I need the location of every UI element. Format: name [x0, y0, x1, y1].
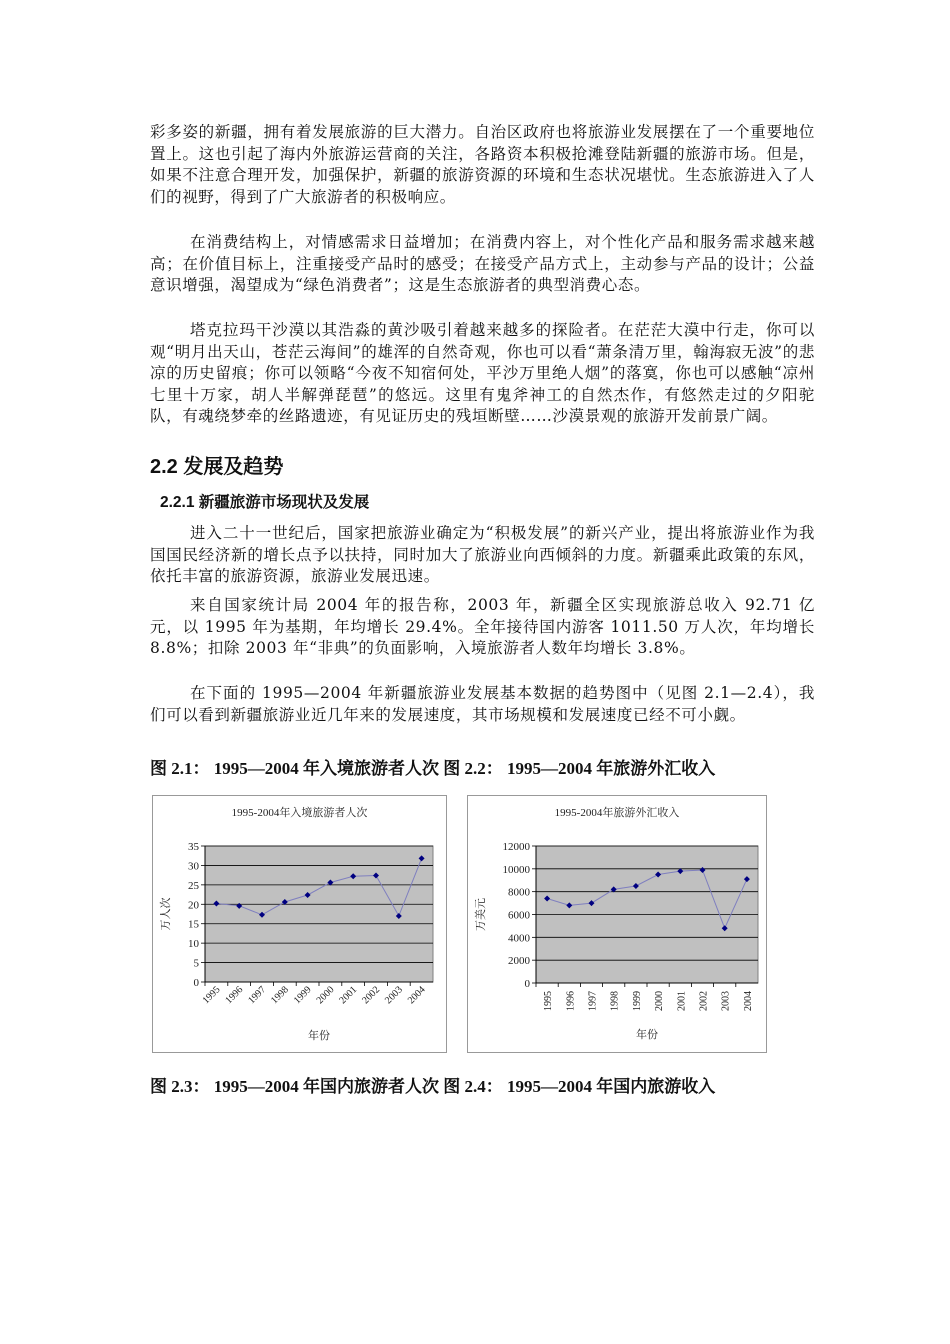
chart-forex-income [468, 796, 766, 1052]
x-tick-label: 1996 [565, 991, 577, 1011]
paragraph-4: 进入二十一世纪后，国家把旅游业确定为“积极发展”的新兴产业，提出将旅游业作为我国国民经济新的增长点予以扶持，同时加大了旅游业向西倾斜的力度。新疆乘此政策的东风，依托丰富的旅游资源，旅游业发展迅速。 [150, 524, 815, 585]
chart-frame-1 [152, 795, 447, 1053]
x-tick-label: 1997 [246, 984, 269, 1007]
x-tick-label: 2004 [405, 984, 428, 1007]
y-tick-label: 6000 [508, 909, 530, 922]
section-heading: 2.2 发展及趋势 [150, 456, 284, 478]
paragraph-3: 塔克拉玛干沙漠以其浩淼的黄沙吸引着越来越多的探险者。在茫茫大漠中行走，你可以观“明月出天山，苍茫云海间”的雄浑的自然奇观，你也可以看“萧条清万里，翰海寂无波”的悲凉的历史留痕；你可以领略“今夜不知宿何处，平沙万里绝人烟”的落寞，你也可以感触“凉州七里十万家，胡人半解弹琵琶”的悠远。这里有鬼斧神工的自然杰作，有悠然走过的夕阳驼队，有魂绕梦牵的丝路遗迹，有见证历史的残垣断壁……沙漠景观的旅游开发前景广阔。 [150, 321, 815, 425]
x-tick-label: 1997 [587, 991, 599, 1011]
y-tick-label: 35 [188, 841, 199, 853]
y-tick-label: 15 [188, 918, 199, 931]
y-tick-label: 30 [188, 860, 199, 873]
x-tick-label: 2001 [337, 984, 360, 1007]
y-tick-label: 20 [188, 899, 199, 912]
x-tick-label: 2002 [698, 991, 710, 1011]
x-tick-label: 1995 [543, 991, 555, 1011]
figure-caption-2-3-2-4: 图 2.3： 1995—2004 年国内旅游者人次 图 2.4： 1995—2004 年国内旅游收入 [150, 1077, 716, 1096]
chart-inbound-tourists [153, 796, 446, 1052]
x-axis-label: 年份 [308, 1030, 330, 1042]
x-axis-label: 年份 [636, 1029, 658, 1041]
y-tick-label: 2000 [508, 955, 530, 968]
y-axis-label: 万美元 [475, 898, 487, 931]
x-tick-label: 2004 [742, 991, 754, 1011]
y-tick-label: 0 [193, 977, 199, 989]
y-tick-label: 8000 [508, 886, 530, 899]
figure-caption-2-1-2-2: 图 2.1： 1995—2004 年入境旅游者人次 图 2.2： 1995—2004 年旅游外汇收入 [150, 759, 716, 778]
x-tick-label: 1998 [269, 984, 291, 1007]
y-tick-label: 10 [188, 938, 199, 951]
x-tick-label: 2000 [654, 991, 666, 1011]
x-tick-label: 2003 [720, 991, 732, 1011]
x-tick-label: 1999 [631, 991, 643, 1011]
y-tick-label: 4000 [508, 932, 530, 945]
chart-title: 1995-2004年入境旅游者人次 [231, 807, 368, 819]
x-tick-label: 2000 [314, 984, 337, 1007]
x-tick-label: 2002 [360, 984, 383, 1007]
y-tick-label: 5 [193, 957, 199, 970]
x-tick-label: 1999 [291, 984, 314, 1007]
x-tick-label: 2003 [383, 984, 405, 1007]
y-tick-label: 25 [188, 879, 199, 892]
x-tick-label: 1998 [609, 991, 621, 1011]
paragraph-2: 在消费结构上，对情感需求日益增加；在消费内容上，对个性化产品和服务需求越来越高；在价值目标上，注重接受产品时的感受；在接受产品方式上，主动参与产品的设计；公益意识增强，渴望成为“绿色消费者”；这是生态旅游者的典型消费心态。 [150, 233, 815, 294]
chart-title: 1995-2004年旅游外汇收入 [554, 807, 680, 819]
paragraph-6: 在下面的 1995—2004 年新疆旅游业发展基本数据的趋势图中（见图 2.1—2.4），我们可以看到新疆旅游业近几年来的发展速度，其市场规模和发展速度已经不可小觑。 [150, 684, 815, 724]
x-tick-label: 2001 [676, 991, 688, 1011]
x-tick-label: 1996 [223, 984, 246, 1007]
x-tick-label: 1995 [200, 984, 223, 1007]
y-axis-label: 万人次 [160, 897, 172, 931]
y-tick-label: 12000 [502, 841, 530, 853]
subsection-heading: 2.2.1 新疆旅游市场现状及发展 [160, 494, 370, 511]
y-tick-label: 10000 [502, 863, 530, 876]
paragraph-5: 来自国家统计局 2004 年的报告称，2003 年，新疆全区实现旅游总收入 92.71 亿元，以 1995 年为基期，年均增长 29.4%。全年接待国内游客 1011.50 万人次，年均增长 8.8%；扣除 2003 年“非典”的负面影响，入境旅游者人数年均增长 3.8%。 [150, 596, 815, 657]
y-tick-label: 0 [524, 978, 530, 990]
paragraph-1: 彩多姿的新疆，拥有着发展旅游的巨大潜力。自治区政府也将旅游业发展摆在了一个重要地位置上。这也引起了海内外旅游运营商的关注，各路资本积极抢滩登陆新疆的旅游市场。但是，如果不注意合理开发，加强保护，新疆的旅游资源的环境和生态状况堪忧。生态旅游进入了人们的视野，得到了广大旅游者的积极响应。 [150, 123, 815, 206]
chart-frame-2 [467, 795, 767, 1053]
